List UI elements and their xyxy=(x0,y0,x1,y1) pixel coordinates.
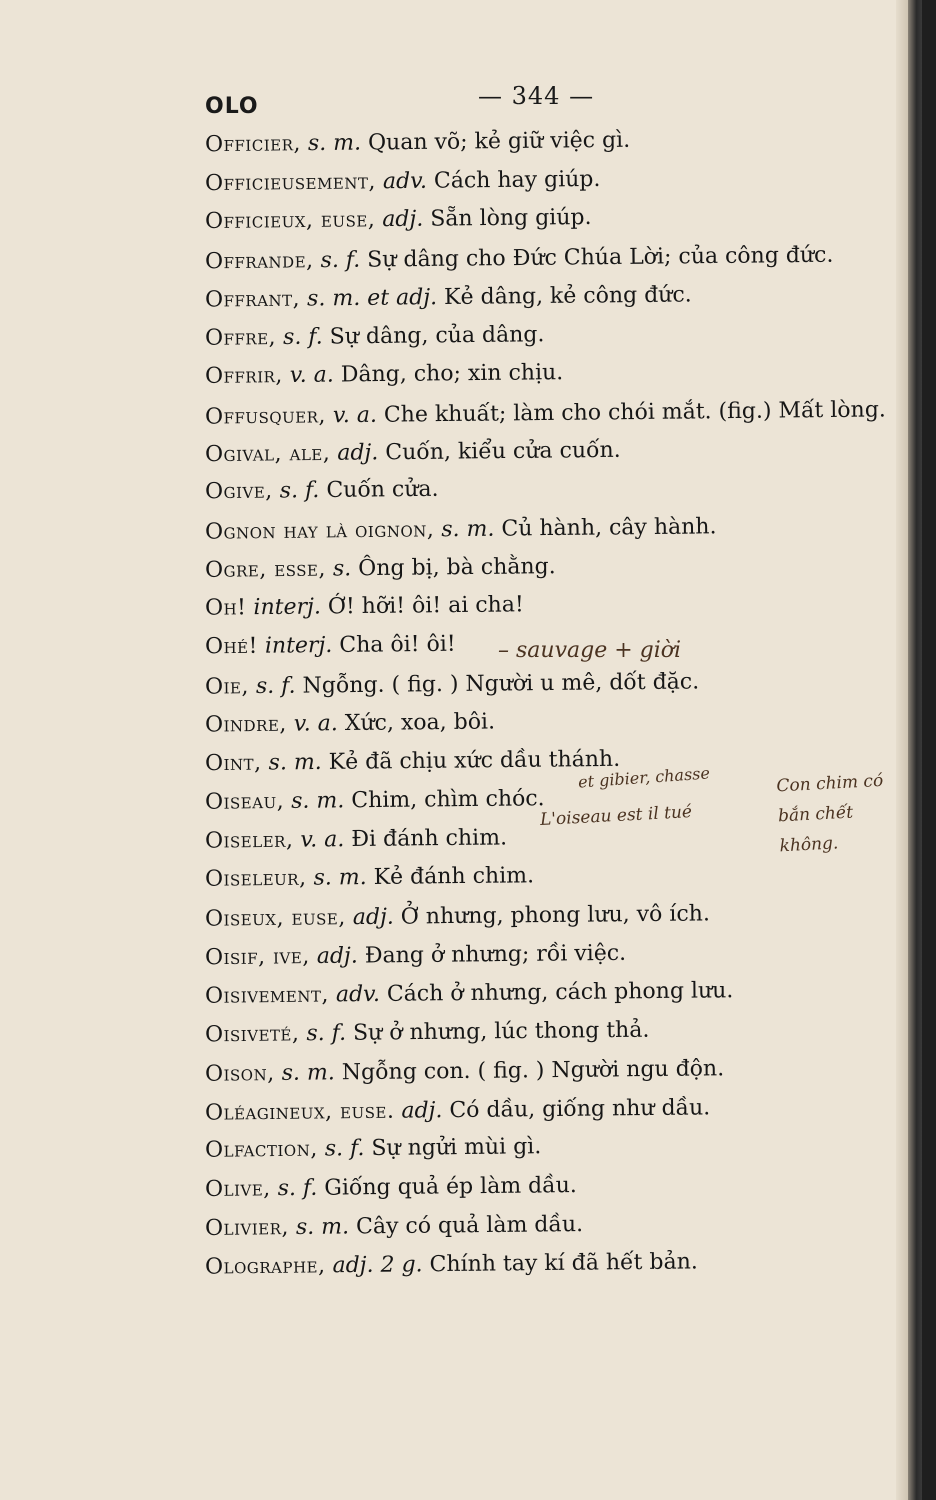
entry-grammar: adj. xyxy=(401,1098,443,1124)
entry-grammar: adj. xyxy=(352,904,394,931)
entry-grammar: s. m. et adj. xyxy=(306,285,438,312)
entry-definition: Đi đánh chim. xyxy=(351,825,508,853)
entry-definition: Ngỗng. ( fig. ) Người u mê, dốt đặc. xyxy=(302,669,700,699)
dictionary-entry xyxy=(205,552,556,586)
entry-definition: Cha ôi! ôi! xyxy=(339,631,456,658)
entry-headword: Oiseux, euse, xyxy=(204,905,346,932)
entry-headword: Ognon hay là oignon, xyxy=(204,517,435,545)
dictionary-entry xyxy=(205,1054,724,1089)
entry-definition: Ở nhưng, phong lưu, vô ích. xyxy=(400,901,711,930)
entry-headword: Oh! xyxy=(204,595,247,621)
entry-grammar: s. xyxy=(332,556,352,582)
entry-definition: Cây có quả làm dầu. xyxy=(355,1212,584,1240)
dictionary-entry xyxy=(205,667,699,702)
dictionary-entry xyxy=(205,745,620,779)
entry-grammar: s. m. xyxy=(307,130,362,157)
entry-grammar: adv. xyxy=(335,981,381,1008)
entry-definition: Sự dâng cho Đức Chúa Lời; của công đức. xyxy=(367,242,834,273)
entry-definition: Xức, xoa, bôi. xyxy=(344,709,496,737)
entry-definition: Giống quả ép làm dầu. xyxy=(324,1173,577,1201)
dictionary-entry xyxy=(205,1132,542,1166)
entry-headword: Officier, xyxy=(204,131,302,158)
dictionary-entry xyxy=(205,707,495,740)
entry-definition: Kẻ đánh chim. xyxy=(373,863,535,890)
entry-grammar: s. m. xyxy=(441,516,495,543)
entry-headword: Olfaction, xyxy=(204,1136,318,1163)
entry-headword: Oiseau, xyxy=(204,788,285,815)
dictionary-entry xyxy=(205,899,710,934)
dictionary-entry xyxy=(205,165,601,199)
entry-headword: Offrir, xyxy=(204,363,283,389)
entry-definition: Cách hay giúp. xyxy=(433,166,601,194)
entry-grammar: s. f. xyxy=(279,478,320,504)
entry-headword: Ogive, xyxy=(204,478,273,505)
entry-headword: Ogival, ale, xyxy=(204,440,331,468)
dictionary-entry xyxy=(205,784,545,818)
dictionary-entry xyxy=(205,280,692,315)
dictionary-entry xyxy=(205,1093,711,1128)
entry-definition: Củ hành, cây hành. xyxy=(501,514,717,542)
entry-grammar: s. m. xyxy=(268,749,322,776)
entry-grammar: v. a. xyxy=(300,827,345,853)
handwritten-note-ohe: – sauvage + giời xyxy=(498,638,682,663)
entry-definition: Dâng, cho; xin chịu. xyxy=(340,360,564,388)
entry-headword: Offusquer, xyxy=(204,403,327,430)
entry-definition: Có dầu, giống như dầu. xyxy=(449,1095,711,1124)
entry-definition: Che khuất; làm cho chói mắt. (fig.) Mất lòng. xyxy=(383,397,886,428)
dictionary-entry xyxy=(205,126,630,160)
entry-grammar: adj. 2 g. xyxy=(332,1252,423,1279)
dictionary-entry xyxy=(205,475,439,507)
entry-headword: Olographe, xyxy=(204,1253,326,1280)
dictionary-entry xyxy=(205,1210,583,1244)
entry-grammar: s. m. xyxy=(291,788,345,814)
entry-grammar: adj. xyxy=(337,440,379,466)
dictionary-entry xyxy=(205,436,621,470)
entry-definition: Cách ở nhưng, cách phong lưu. xyxy=(386,978,734,1007)
entry-headword: Officieusement, xyxy=(204,169,377,197)
entry-headword: Oiseler, xyxy=(204,827,294,854)
entry-grammar: v. a. xyxy=(289,362,334,388)
entry-grammar: s. m. xyxy=(281,1060,335,1086)
entry-grammar: adj. xyxy=(382,206,424,233)
entry-headword: Olivier, xyxy=(204,1215,290,1241)
page-number: — 344 — xyxy=(478,82,595,110)
guide-word: OLO xyxy=(205,94,259,119)
entry-definition: Kẻ dâng, kẻ công đức. xyxy=(443,282,692,311)
entry-definition: Ngỗng con. ( fig. ) Người ngu độn. xyxy=(341,1056,725,1086)
entry-headword: Olive, xyxy=(204,1176,271,1202)
dictionary-entry xyxy=(205,241,834,278)
handwritten-note-oiseau-a: et gibier, chasse xyxy=(577,763,711,792)
entry-grammar: s. f. xyxy=(320,247,361,274)
dictionary-entry xyxy=(205,358,564,392)
dictionary-entry xyxy=(205,320,545,354)
entry-definition: Sẵn lòng giúp. xyxy=(430,204,592,232)
entry-grammar: s. f. xyxy=(306,1020,347,1047)
entry-grammar: v. a. xyxy=(332,402,378,429)
dictionary-entry xyxy=(205,1016,650,1051)
dictionary-entry xyxy=(205,1171,577,1205)
book-spine-edge xyxy=(908,0,922,1500)
dictionary-entry xyxy=(205,203,592,237)
dictionary-entry xyxy=(205,512,717,547)
entry-definition: Sự ngửi mùi gì. xyxy=(371,1134,542,1162)
entry-grammar: interj. xyxy=(264,632,333,659)
entry-definition: Đang ở nhưng; rồi việc. xyxy=(364,940,627,969)
dictionary-entry xyxy=(205,976,734,1012)
entry-headword: Oindre, xyxy=(204,711,287,738)
entry-headword: Oisivement, xyxy=(204,982,330,1009)
dictionary-entry xyxy=(205,590,524,623)
entry-headword: Oison, xyxy=(204,1060,275,1087)
entry-headword: Oléagineux, euse. xyxy=(204,1098,395,1126)
entry-grammar: s. f. xyxy=(255,673,296,700)
entry-headword: Oisif, ive, xyxy=(204,944,310,971)
entry-headword: Ogre, esse, xyxy=(204,556,327,583)
entry-definition: Chim, chìm chóc. xyxy=(351,786,545,814)
entry-definition: Chính tay kí đã hết bản. xyxy=(429,1249,698,1278)
entry-definition: Cuốn cửa. xyxy=(326,476,439,503)
entry-definition: Ớ! hỡi! ôi! ai cha! xyxy=(327,592,524,620)
dictionary-entry xyxy=(205,395,886,432)
entry-grammar: interj. xyxy=(253,594,322,621)
handwritten-note-oiseau-c: Con chim có bắn chết không. xyxy=(775,770,884,857)
dictionary-entry xyxy=(205,823,507,856)
entry-headword: Offrant, xyxy=(204,286,301,313)
entry-grammar: s. f. xyxy=(277,1175,318,1202)
entry-headword: Officieux, euse, xyxy=(204,207,376,235)
entry-headword: Offrande, xyxy=(204,248,314,275)
entry-grammar: s. f. xyxy=(324,1136,365,1162)
entry-grammar: s. m. xyxy=(295,1214,350,1241)
entry-headword: Oie, xyxy=(204,674,250,700)
entry-headword: Oisiveté, xyxy=(204,1021,300,1048)
entry-definition: Cuốn, kiểu cửa cuốn. xyxy=(385,437,621,466)
dictionary-entry xyxy=(205,861,534,894)
entry-grammar: v. a. xyxy=(293,711,338,737)
entry-definition: Ông bị, bà chằng. xyxy=(358,554,556,582)
entry-headword: Oiseleur, xyxy=(204,865,307,892)
entry-headword: Oint, xyxy=(204,750,262,777)
entry-grammar: adv. xyxy=(382,168,428,195)
entry-definition: Quan võ; kẻ giữ việc gì. xyxy=(367,127,631,156)
entry-definition: Kẻ đã chịu xức dầu thánh. xyxy=(328,746,621,775)
entry-headword: Offre, xyxy=(204,325,277,351)
dictionary-entry xyxy=(205,630,456,663)
entry-grammar: adj. xyxy=(316,943,358,970)
entry-grammar: s. f. xyxy=(282,324,323,350)
entry-headword: Ohé! xyxy=(204,633,259,660)
entry-definition: Sự dâng, của dâng. xyxy=(329,322,545,350)
handwritten-note-oiseau-b: L'oiseau est il tué xyxy=(539,802,693,830)
dictionary-entry xyxy=(205,1247,698,1282)
entry-grammar: s. m. xyxy=(313,865,367,891)
dictionary-entry xyxy=(205,939,626,973)
entry-definition: Sự ở nhưng, lúc thong thả. xyxy=(352,1017,650,1046)
adjacent-page-edge xyxy=(896,0,908,1500)
